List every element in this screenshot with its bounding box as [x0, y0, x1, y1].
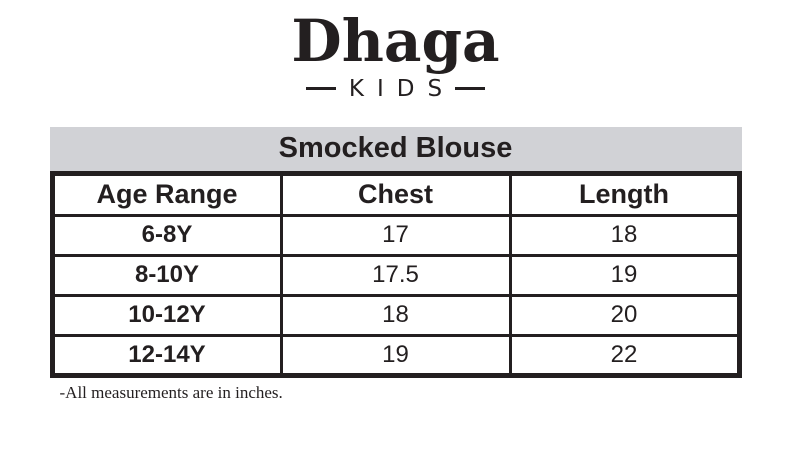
- length-cell: 19: [510, 255, 739, 295]
- length-cell: 18: [510, 215, 739, 255]
- chart-title: Smocked Blouse: [50, 127, 742, 171]
- table-row: [52, 295, 739, 335]
- age-range-cell: 10-12Y: [52, 295, 281, 335]
- brand-logo: [0, 0, 791, 102]
- right-dash-icon: [455, 87, 485, 90]
- column-header-length: Length: [510, 173, 739, 215]
- column-header-chest: Chest: [281, 173, 510, 215]
- size-table-header: [52, 173, 739, 215]
- length-cell: 20: [510, 295, 739, 335]
- table-row: [52, 255, 739, 295]
- column-header-age-range: Age Range: [52, 173, 281, 215]
- table-row: [52, 335, 739, 375]
- header-row: [52, 173, 739, 215]
- size-chart: [50, 127, 742, 403]
- chest-cell: 17.5: [281, 255, 510, 295]
- brand-subtitle: KIDS: [348, 75, 456, 102]
- left-dash-icon: [306, 87, 336, 90]
- length-cell: 22: [510, 335, 739, 375]
- chest-cell: 19: [281, 335, 510, 375]
- age-range-cell: 12-14Y: [52, 335, 281, 375]
- size-table-body: [52, 215, 739, 375]
- size-table: [50, 171, 742, 378]
- chest-cell: 17: [281, 215, 510, 255]
- age-range-cell: 6-8Y: [52, 215, 281, 255]
- brand-subtitle-row: [0, 76, 791, 102]
- table-row: [52, 215, 739, 255]
- age-range-cell: 8-10Y: [52, 255, 281, 295]
- measurements-footnote: -All measurements are in inches.: [59, 382, 283, 402]
- brand-name: Dhaga: [291, 7, 500, 75]
- chest-cell: 18: [281, 295, 510, 335]
